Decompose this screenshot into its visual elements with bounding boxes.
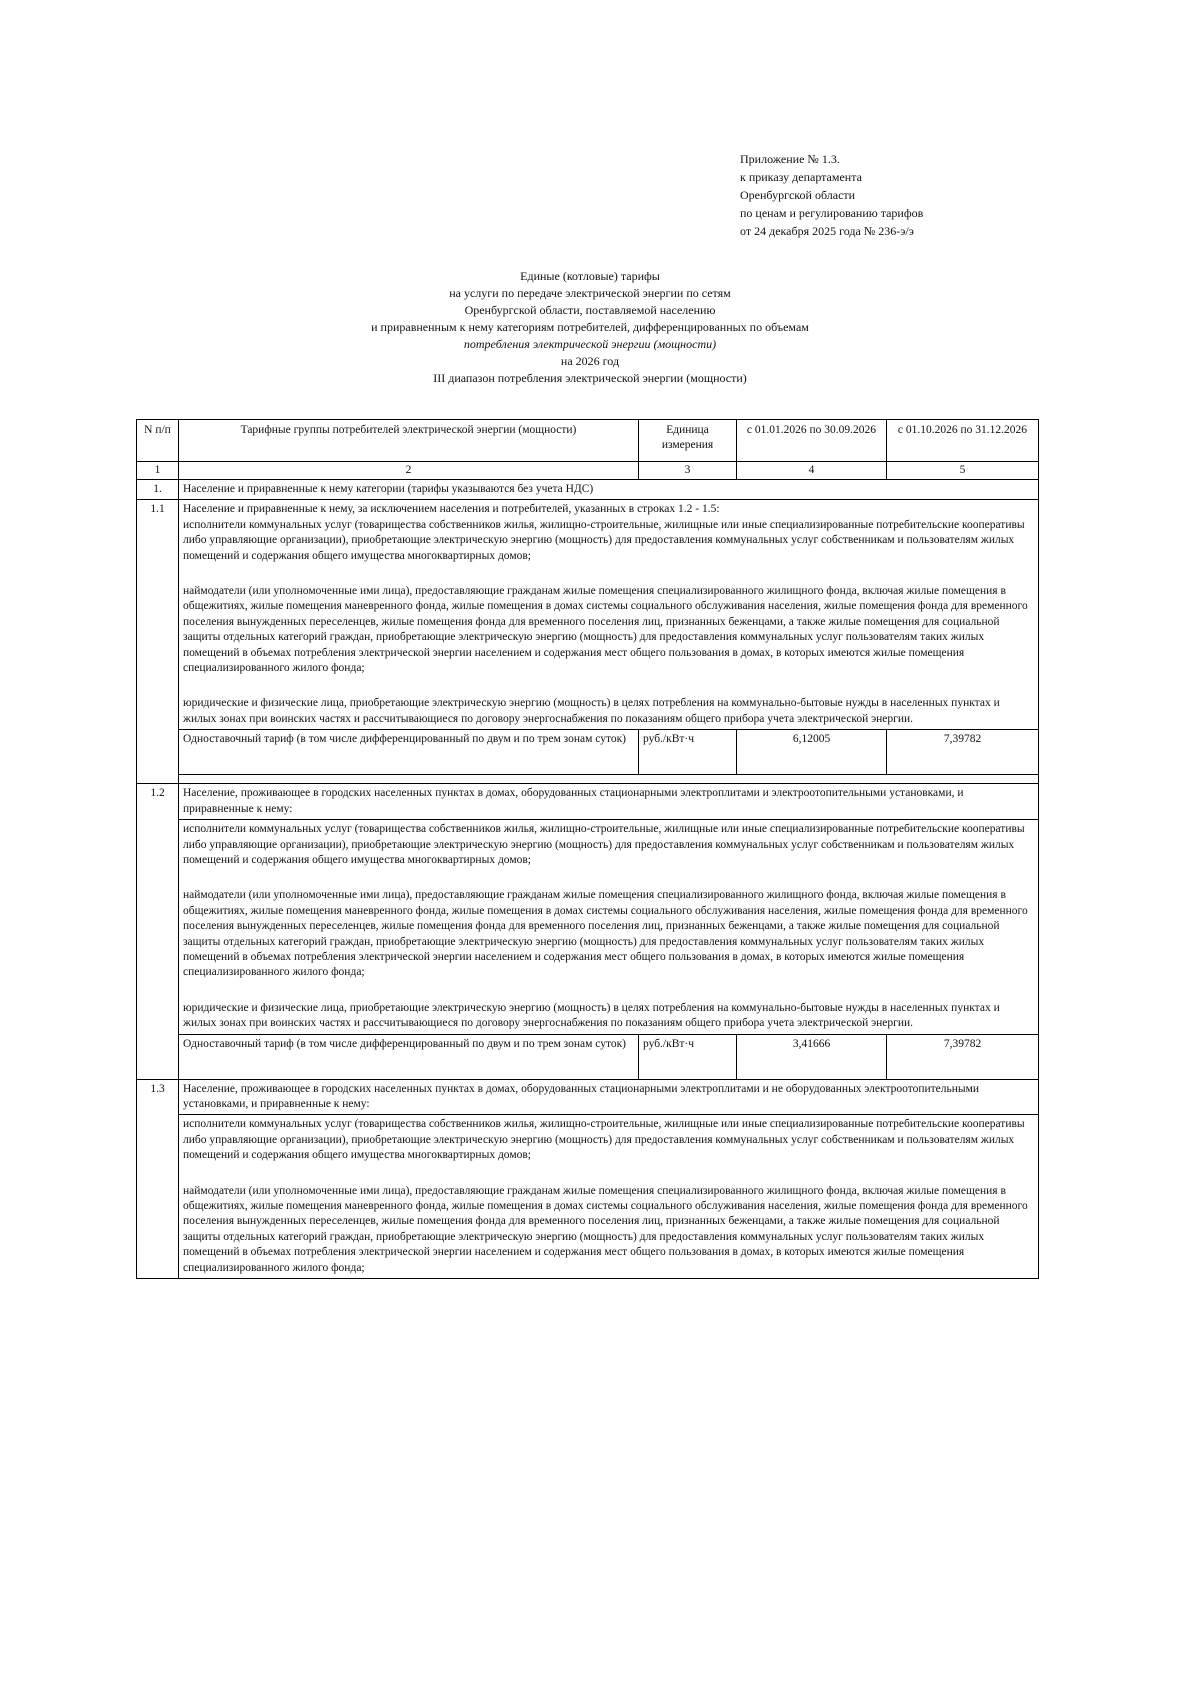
title-line: и приравненным к нему категориям потребителей, дифференцированных по объемам	[371, 320, 809, 334]
group-paragraph: наймодатели (или уполномоченные ими лица), предоставляющие гражданам жилые помещения специализированного жилищного фонда, включая жилые помещения в общежитиях, жилые помещения маневренного фонда, жилые помещения в домах системы социального обслуживания населения, жилые помещения фонда для временного поселения вынужденных переселенцев, жилые помещения фонда для временного поселения лиц, признанных беженцами, а также жилые помещения для социальной защиты отдельных категорий граждан, приобретающие электрическую энергию (мощность) для предоставления коммунальных услуг пользователям таких жилых помещений в объемах потребления электрической энергии населением и содержания мест общего пользования в домах, в которых имеются жилые помещения специализированного жилого фонда;	[183, 1184, 1028, 1274]
header-group: Тарифные группы потребителей электрической энергии (мощности)	[179, 420, 639, 462]
tariff-table	[136, 419, 1039, 1279]
section-title: Население и приравненные к нему категории (тарифы указываются без учета НДС)	[179, 480, 1039, 500]
tariff-unit: руб./кВт·ч	[639, 1034, 737, 1079]
appendix-reference	[740, 150, 1020, 240]
group-paragraph: юридические и физические лица, приобретающие электрическую энергию (мощность) в целях потребления на коммунально-бытовые нужды в населенных пунктах и жилых зонах при воинских частях и рассчитывающиеся по договору энергоснабжения по показаниям общего прибора учета электрической энергии.	[183, 1001, 1000, 1030]
group-description	[179, 1115, 1039, 1279]
header-unit: Единица измерения	[639, 420, 737, 462]
column-number: 5	[887, 462, 1039, 480]
group-paragraph: исполнители коммунальных услуг (товарищества собственников жилья, жилищно-строительные, жилищные или иные специализированные потребительские кооперативы либо управляющие организации), приобретающие электрическую энергию (мощность) для предоставления коммунальных услуг собственникам и пользователям жилых помещений и содержания общего имущества многоквартирных домов;	[183, 1118, 1025, 1162]
row-number: 1.2	[137, 784, 179, 1079]
section-row	[137, 480, 1039, 500]
appendix-line: к приказу департамента	[740, 170, 862, 184]
title-line: III диапазон потребления электрической энергии (мощности)	[433, 371, 747, 385]
table-row	[137, 1079, 1039, 1115]
table-row	[137, 784, 1039, 820]
group-intro: Население, проживающее в городских населенных пунктах в домах, оборудованных стационарными электроплитами и электроотопительными установками, и приравненные к нему:	[179, 784, 1039, 820]
group-paragraph: наймодатели (или уполномоченные ими лица), предоставляющие гражданам жилые помещения специализированного жилищного фонда, включая жилые помещения в общежитиях, жилые помещения маневренного фонда, жилые помещения в домах системы социального обслуживания населения, жилые помещения фонда для временного поселения вынужденных переселенцев, жилые помещения фонда для временного поселения лиц, признанных беженцами, а также жилые помещения для социальной защиты отдельных категорий граждан, приобретающие электрическую энергию (мощность) для предоставления коммунальных услуг пользователям таких жилых помещений в объемах потребления электрической энергии населением и содержания мест общего пользования в домах, в которых имеются жилые помещения специализированного жилого фонда;	[183, 585, 1028, 675]
group-paragraph: наймодатели (или уполномоченные ими лица), предоставляющие гражданам жилые помещения специализированного жилищного фонда, включая жилые помещения в общежитиях, жилые помещения маневренного фонда, жилые помещения в домах системы социального обслуживания населения, жилые помещения фонда для временного поселения вынужденных переселенцев, жилые помещения фонда для временного поселения лиц, признанных беженцами, а также жилые помещения для социальной защиты отдельных категорий граждан, приобретающие электрическую энергию (мощность) для предоставления коммунальных услуг пользователям таких жилых помещений в объемах потребления электрической энергии населением и содержания мест общего пользования в домах, в которых имеются жилые помещения специализированного жилого фонда;	[183, 889, 1028, 979]
tariff-value-period-2: 7,39782	[887, 730, 1039, 775]
appendix-line: от 24 декабря 2025 года № 236-э/э	[740, 224, 914, 238]
row-number: 1.3	[137, 1079, 179, 1278]
group-paragraph: юридические и физические лица, приобретающие электрическую энергию (мощность) в целях потребления на коммунально-бытовые нужды в населенных пунктах и жилых зонах при воинских частях и рассчитывающиеся по договору энергоснабжения по показаниям общего прибора учета электрической энергии.	[183, 697, 1000, 725]
group-intro: Население и приравненные к нему, за исключением населения и потребителей, указанных в строках 1.2 - 1.5:	[183, 503, 720, 516]
group-description	[179, 820, 1039, 1034]
column-number: 2	[179, 462, 639, 480]
tariff-row	[137, 730, 1039, 775]
column-number: 3	[639, 462, 737, 480]
spacer-row	[137, 775, 1039, 784]
tariff-unit: руб./кВт·ч	[639, 730, 737, 775]
appendix-line: Оренбургской области	[740, 188, 856, 202]
column-numbers-row	[137, 462, 1039, 480]
document-title	[200, 268, 980, 387]
header-period-1: с 01.01.2026 по 30.09.2026	[737, 420, 887, 462]
tariff-row	[137, 1034, 1039, 1079]
header-num: N п/п	[137, 420, 179, 462]
tariff-value-period-2: 7,39782	[887, 1034, 1039, 1079]
appendix-line: Приложение № 1.3.	[740, 152, 840, 166]
table-row	[137, 500, 1039, 730]
group-paragraph: исполнители коммунальных услуг (товарищества собственников жилья, жилищно-строительные, жилищные или иные специализированные потребительские кооперативы либо управляющие организации), приобретающие электрическую энергию (мощность) для предоставления коммунальных услуг собственникам и пользователям жилых помещений и содержания общего имущества многоквартирных домов;	[183, 823, 1025, 866]
title-line: Оренбургской области, поставляемой населению	[464, 303, 716, 317]
title-line: Единые (котловые) тарифы	[520, 269, 660, 283]
group-paragraph: исполнители коммунальных услуг (товарищества собственников жилья, жилищно-строительные, жилищные или иные специализированные потребительские кооперативы либо управляющие организации), приобретающие электрическую энергию (мощность) для предоставления коммунальных услуг собственникам и пользователям жилых помещений и содержания общего имущества многоквартирных домов;	[183, 518, 1025, 562]
title-line: потребления электрической энергии (мощности)	[463, 337, 717, 351]
tariff-label: Одноставочный тариф (в том числе дифференцированный по двум и по трем зонам суток)	[179, 1034, 639, 1079]
table-header-row	[137, 420, 1039, 462]
column-number: 1	[137, 462, 179, 480]
tariff-value-period-1: 3,41666	[737, 1034, 887, 1079]
table-row	[137, 820, 1039, 1034]
group-description	[179, 500, 1039, 730]
appendix-line: по ценам и регулированию тарифов	[740, 206, 924, 220]
tariff-label: Одноставочный тариф (в том числе дифференцированный по двум и по трем зонам суток)	[179, 730, 639, 775]
title-line: на услуги по передаче электрической энергии по сетям	[449, 286, 731, 300]
tariff-value-period-1: 6,12005	[737, 730, 887, 775]
group-intro: Население, проживающее в городских населенных пунктах в домах, оборудованных стационарными электроплитами и не оборудованных электроотопительными установками, и приравненные к нему:	[179, 1079, 1039, 1115]
table-row	[137, 1115, 1039, 1279]
row-number: 1.1	[137, 500, 179, 784]
spacer-cell	[179, 775, 1039, 784]
title-line: на 2026 год	[560, 354, 620, 368]
header-period-2: с 01.10.2026 по 31.12.2026	[887, 420, 1039, 462]
row-number: 1.	[137, 480, 179, 500]
column-number: 4	[737, 462, 887, 480]
